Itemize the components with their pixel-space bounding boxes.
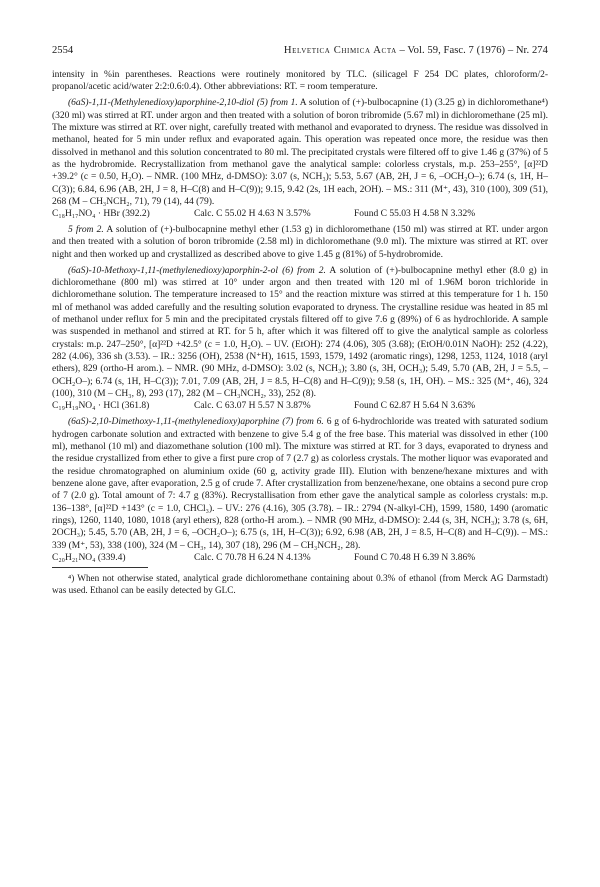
footnote [52,572,548,596]
procedure-title: (6aS)-10-Methoxy-1,11-(methylenedioxy)aporphin-2-ol [68,265,279,276]
elemental-analysis [52,400,548,412]
analysis-calc: Calc. C 55.02 H 4.63 N 3.57% [194,209,311,220]
procedure-text: A solution of (+)-bulbocapnine (1) (3.25 g) in dichloromethane⁴) (320 ml) was stirred at RT. under argon and then treated with a solution of boron tribromide (5.67 ml) in dichloromethane (25 ml). The mixture was stirred at RT. over night, carefully treated with methanol and evaporated to dryness. The residue was dissolved in methanol, heated for 5 min under reflux and evaporated again. This operation was repeated once more, the residue was then dissolved in methanol and this solution concentrated to 80 ml. The precipitated crystals were filtered off to give 1.46 g (37%) of 5 as the hydrobromide. Recrystallization from methanol gave the analytical sample: colorless crystals, m.p. 253–255°, [α]²²D +39.2° (c = 0.50, H₂O). – NMR. (100 MHz, d-DMSO): 3.07 (s, NCH₃); 5.53, 5.67 (AB, 2H, J = 6, –OCH₂O–); 6.74 (s, 1H, H–C(3)); 6.84, 6.96 (AB, 2H, J = 8, H–C(8) and H–C(9)); 9.15, 9.42 (2s, 1H each, 2OH). – MS.: 311 (M⁺, 43), 310 (100), 309 (51), 268 (M – CH₃NCH₂, 71), 79 (14), 44 (79). [52,98,549,207]
procedure-title: (6aS)-1,11-(Methylenedioxy)aporphine-2,10-diol [68,98,255,109]
procedure-5-from-1 [52,97,548,208]
article-body [52,69,548,596]
elemental-analysis [52,208,548,220]
analysis-formula: C₁₈H₁₇NO₄ · HBr (392.2) [52,209,150,220]
footnote-divider [52,567,148,568]
procedure-title: (6aS)-2,10-Dimethoxy-1,11-(methylenedioxy)aporphine [68,417,280,428]
analysis-formula: C₂₀H₂₁NO₄ (339.4) [52,553,126,564]
procedure-5-from-2 [52,224,548,261]
footnote-marker: ⁴) [68,573,75,584]
journal-issue: – Vol. 59, Fasc. 7 (1976) – Nr. 274 [396,45,548,56]
analysis-formula: C₁₉H₁₉NO₄ · HCl (361.8) [52,401,150,412]
analysis-found: Found C 62.87 H 5.64 N 3.63% [354,401,476,412]
elemental-analysis [52,552,548,564]
analysis-found: Found C 55.03 H 4.58 N 3.32% [354,209,476,220]
procedure-from: (7) from 6. [282,417,324,428]
procedure-title: 5 from 2. [68,225,104,236]
procedure-text: A solution of (+)-bulbocapnine methyl ether (1.53 g) in dichloromethane (150 ml) was stirred at RT. under argon and then treated with a solution of boron tribromide (2.58 ml) in dichloromethane (9.0 ml). The mixture was stirred at RT. over night and then worked up and crystallized as described above to give 1.45 g (81%) of 5-hydrobromide. [52,225,548,260]
journal-citation [130,45,548,56]
intro-paragraph: intensity in %in parentheses. Reactions were routinely monitored by TLC. (silicagel F 254 DC plates, chloroform/2-propanol/acetic acid/water 2:2:0.6:0.4). Other abbreviations: RT. = room temperature. [52,70,548,93]
procedure-text: 6 g of 6-hydrochloride was treated with saturated sodium hydrogen carbonate solution and extracted with benzene to give 5.4 g of the free base. This material was dissolved in ether (100 ml), methanol (10 ml) and diazomethane solution (100 ml). The mixture was stirred at RT. for 3 days, evaporated to dryness and the residue crystallized from ether to give a first pure crop of 7 (2.7 g) as colorless crystals. The mother liquor was evaporated and the residue chromatographed on aluminium oxide (60 g, activity grade III). Elution with benzene/hexane mixtures and with benzene alone gave, after evaporation, 2.5 g of crude 7. After crystallization from benzene/hexane, one obtains a second pure crop of 7 (2.0 g). Total amount of 7: 4.7 g (83%). Recrystallisation from ether gave the analytical sample as colorless crystals: m.p. 136–138°, [α]²²D +143° (c = 1.0, CHCl₃). – UV.: 276 (4.16), 305 (3.78). – IR.: 2794 (N-alkyl-CH), 1599, 1580, 1490 (aromatic rings), 1260, 1140, 1080, 1018 (aryl ethers), 828 (ortho-H arom.). – NMR (90 MHz, d-DMSO): 2.44 (s, 3H, NCH₃); 3.78 (s, 6H, 2OCH₃); 5.45, 5.70 (AB, 2H, J = 6, –OCH₂O–); 6.75 (s, 1H, H–C(3)); 6.92, 6.98 (AB, 2H, J = 8.5, H–C(8) and H–C(9)). – MS.: 339 (M⁺, 53), 338 (100), 324 (M – CH₃, 14), 307 (18), 296 (M – CH₃NCH₂, 28). [52,417,549,551]
footnote-text: When not otherwise stated, analytical grade dichloromethane containing about 0.3% of ethanol (from Merck AG Darmstadt) was used. Ethanol can be easily detected by GLC. [52,573,548,596]
procedure-text: A solution of (+)-bulbocapnine methyl ether (8.0 g) in dichloromethane (800 ml) was stirred at 10° under argon and then treated with 120 ml of 1.96M boron trichloride in dichloromethane solution. The temperature increased to 15° and the reaction mixture was stirred at this temperature for 1 h. 150 ml of methanol was added carefully and the resulting solution evaporated to dryness. The crystalline residue was heated in 85 ml of methanol under reflux for 5 min and the precipitated crystals filtered off to give 7.6 g (89%) of 6 as hydrochloride. A sample was suspended in methanol and stirred at RT. for 5 h, after which it was filtered off to give the analytical sample as colorless crystals: m.p. 247–250°, [α]²²D +42.5° (c = 1.0, H₂O). – UV. (EtOH): 274 (4.06), 305 (3.68); (EtOH/0.01N NaOH): 252 (4.22), 282 (4.06), 336 sh (3.53). – IR.: 3256 (OH), 2538 (N⁺H), 1615, 1593, 1579, 1492 (aromatic rings), 1298, 1253, 1124, 1018 (aryl ethers), 829 (ortho-H arom.). – NMR. (90 MHz, d-DMSO): 3.02 (s, NCH₃); 3.80 (s, 3H, OCH₃); 5.49, 5.70 (AB, 2H, J = 5.5, –OCH₂O–); 6.74 (s, 1H, H–C(3)); 7.01, 7.09 (AB, 2H, J = 8.5, H–C(8) and H–C(9)); 9.58 (s, 1H, OH). – MS.: 325 (M⁺, 46), 324 (100), 310 (M – CH₃, 8), 293 (17), 282 (M – CH₃NCH₂, 33), 252 (8). [52,265,549,400]
analysis-calc: Calc. C 63.07 H 5.57 N 3.87% [194,401,311,412]
running-header [52,45,548,61]
procedure-7-from-6 [52,416,548,552]
procedure-from: (6) from 2. [282,265,326,276]
page-number: 2554 [52,45,74,56]
procedure-6-from-2 [52,265,548,401]
analysis-found: Found C 70.48 H 6.39 N 3.86% [354,553,476,564]
journal-name: Helvetica Chimica Acta [283,45,397,56]
procedure-from: (5) from 1. [256,98,298,109]
analysis-calc: Calc. C 70.78 H 6.24 N 4.13% [194,553,311,564]
